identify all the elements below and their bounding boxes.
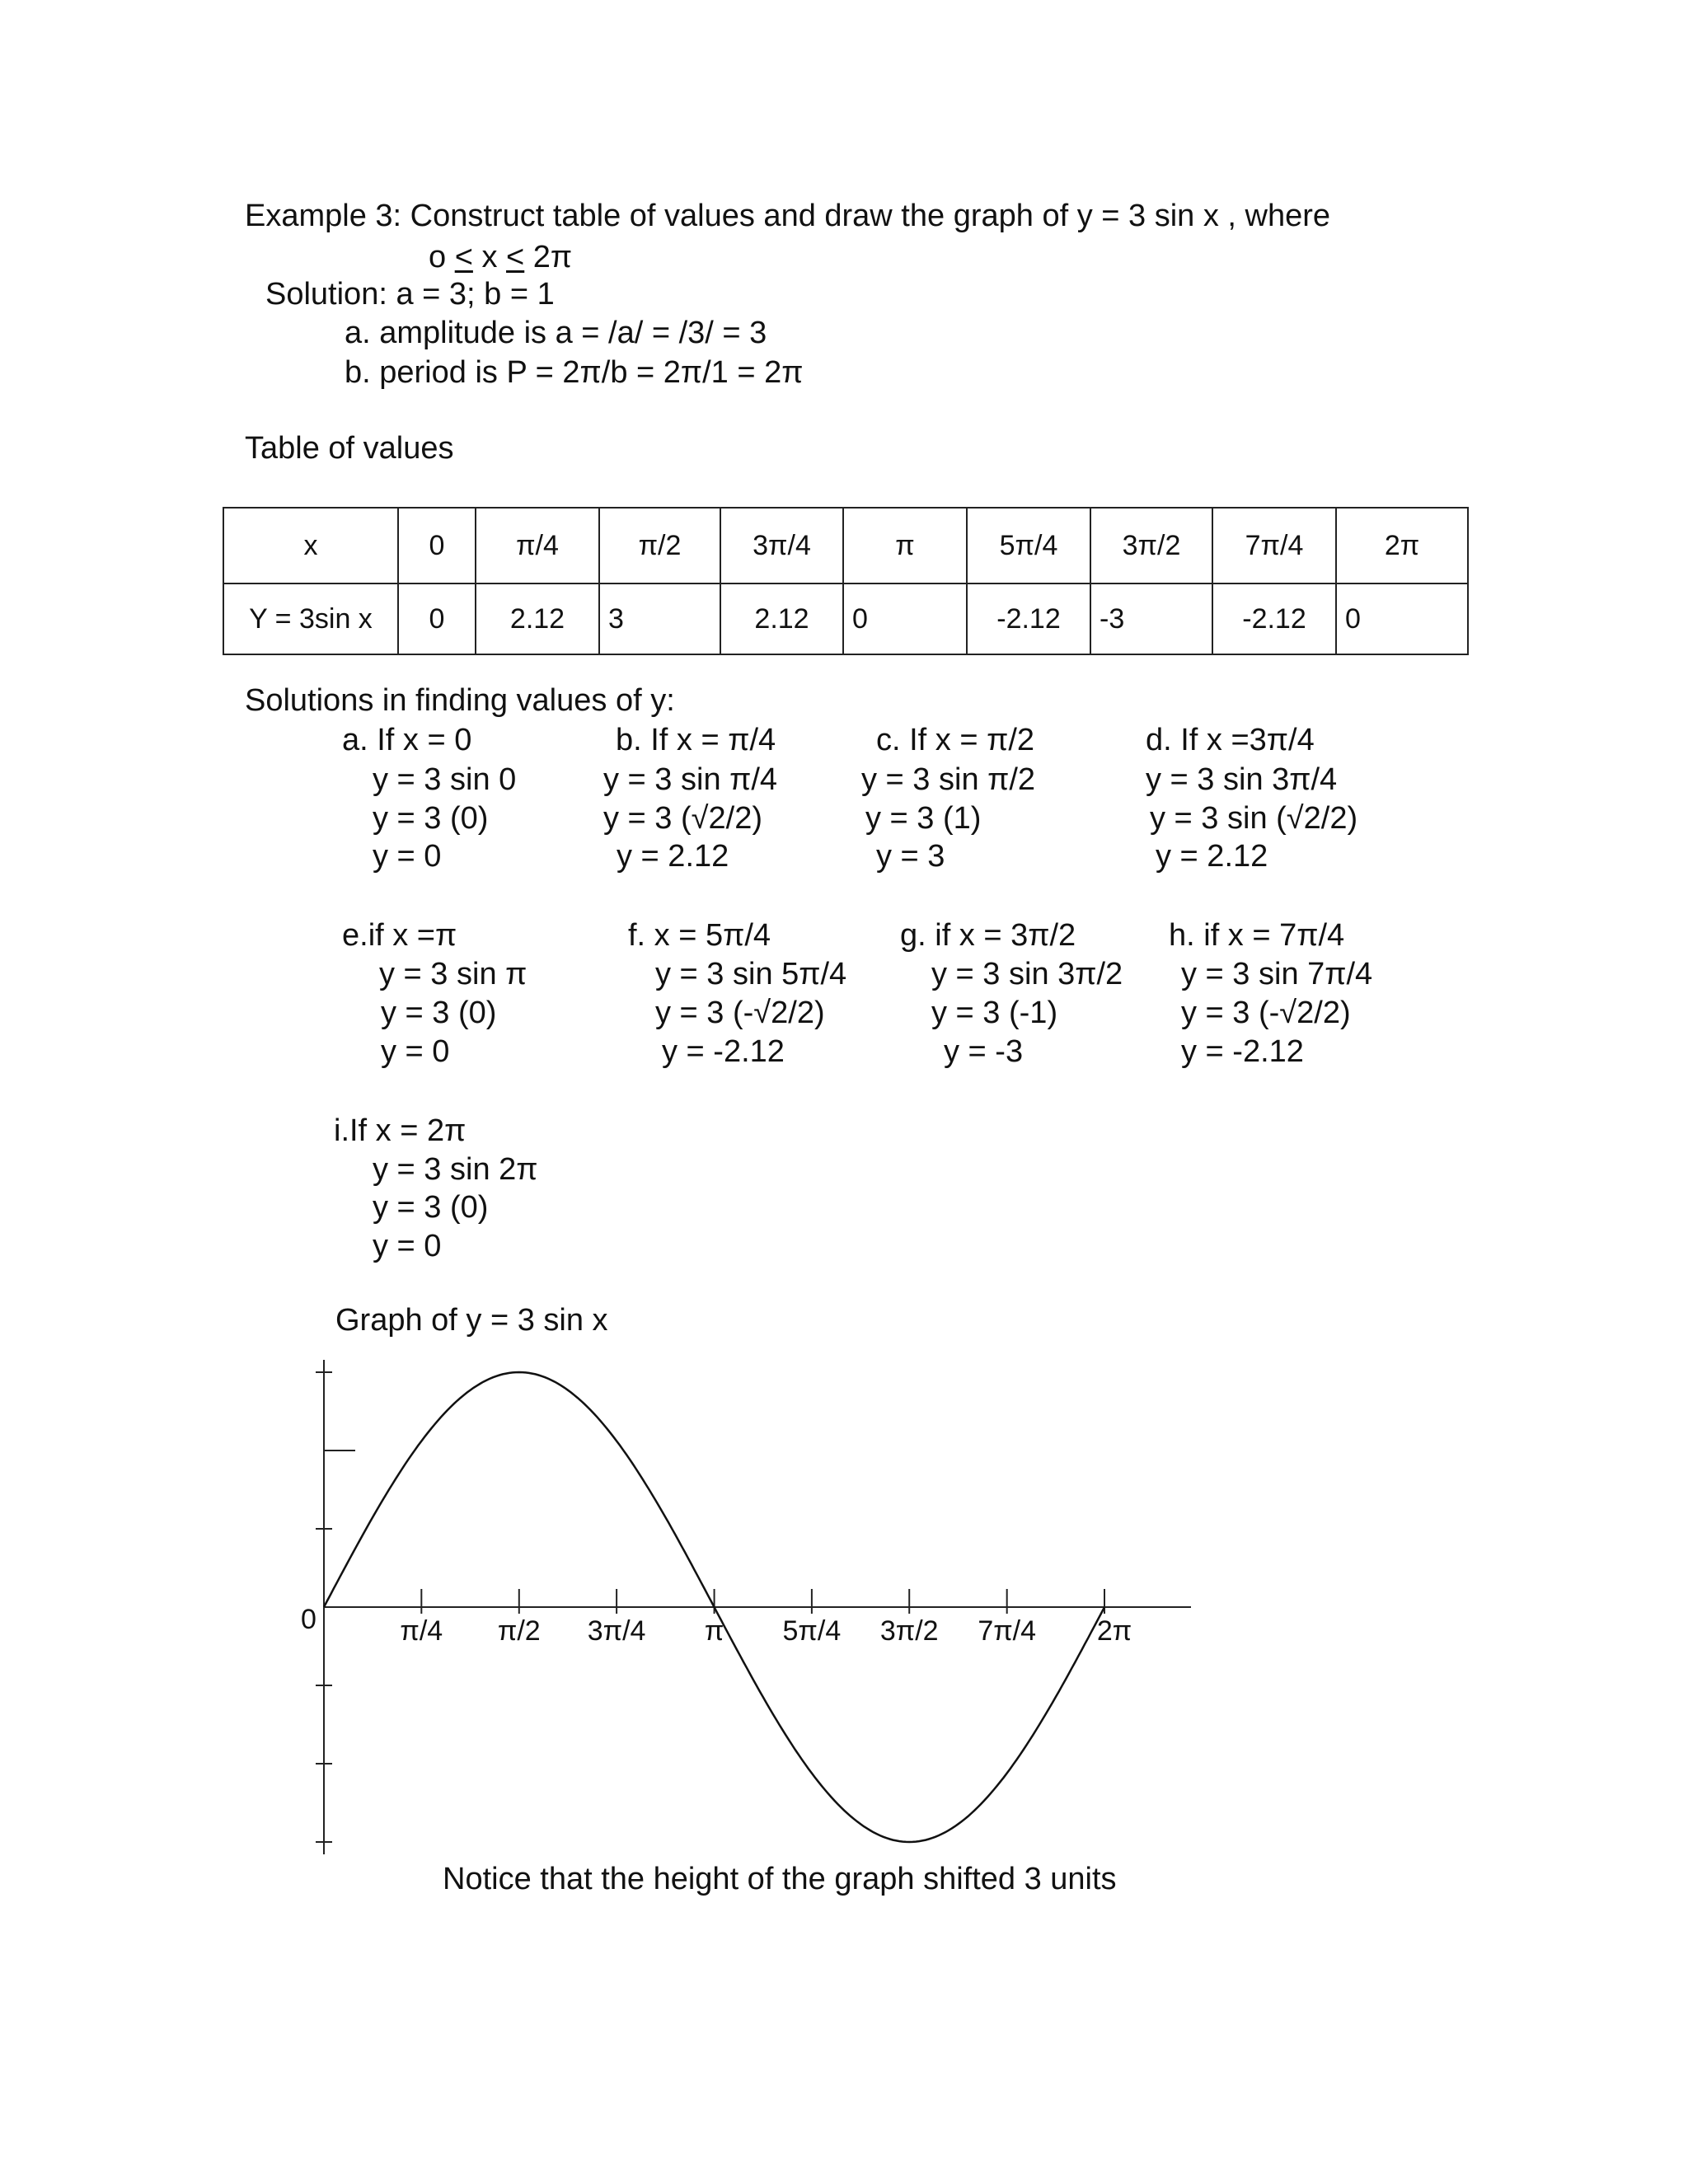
solution-h-result: y = -2.12: [1181, 1034, 1304, 1069]
solution-e-result: y = 0: [381, 1034, 450, 1069]
solution-a-result: y = 0: [373, 839, 442, 874]
y-cell: -2.12: [967, 583, 1090, 654]
solution-e-header: e.if x =π: [342, 918, 457, 953]
y-header-cell: Y = 3sin x: [223, 583, 398, 654]
x-header-cell: x: [223, 508, 398, 583]
solution-g-step: y = 3 sin 3π/2: [931, 957, 1123, 991]
example-title: Example 3: Construct table of values and draw the graph of y = 3 sin x , where: [245, 199, 1330, 233]
solutions-title: Solutions in finding values of y:: [245, 683, 675, 718]
x-tick-label: 2π: [1096, 1615, 1132, 1647]
amplitude-line: a. amplitude is a = /a/ = /3/ = 3: [345, 316, 767, 350]
solution-e-step: y = 3 sin π: [379, 957, 528, 991]
graph-note: Notice that the height of the graph shifted 3 units: [443, 1862, 1117, 1896]
solution-b-header: b. If x = π/4: [616, 723, 776, 757]
solution-f-step: y = 3 sin 5π/4: [655, 957, 847, 991]
solution-c-step: y = 3 (1): [865, 801, 982, 836]
solution-a-header: a. If x = 0: [342, 723, 472, 757]
solution-i-step: y = 3 sin 2π: [373, 1152, 538, 1187]
y-cell: -3: [1090, 583, 1212, 654]
x-tick-label: 3π/4: [587, 1615, 646, 1647]
x-cell: π/2: [599, 508, 720, 583]
table-title: Table of values: [245, 431, 454, 466]
x-tick-label: 5π/4: [782, 1615, 842, 1647]
solution-h-header: h. if x = 7π/4: [1169, 918, 1345, 953]
domain-le2: <: [506, 240, 525, 274]
solution-a-step: y = 3 sin 0: [373, 762, 517, 797]
solution-c-header: c. If x = π/2: [876, 723, 1035, 757]
solution-f-result: y = -2.12: [662, 1034, 785, 1069]
y-cell: 0: [843, 583, 967, 654]
solution-g-header: g. if x = 3π/2: [900, 918, 1076, 953]
solution-d-header: d. If x =3π/4: [1146, 723, 1315, 757]
y-cell: 0: [1336, 583, 1468, 654]
solution-d-step: y = 3 sin (√2/2): [1150, 801, 1358, 836]
solution-f-header: f. x = 5π/4: [628, 918, 771, 953]
solution-i-header: i.If x = 2π: [334, 1113, 467, 1148]
x-tick-label: π/4: [400, 1615, 443, 1647]
solution-d-step: y = 3 sin 3π/4: [1146, 762, 1338, 797]
x-cell: 0: [398, 508, 476, 583]
solution-g-result: y = -3: [944, 1034, 1024, 1069]
solution-h-step: y = 3 sin 7π/4: [1181, 957, 1373, 991]
solution-c-result: y = 3: [876, 839, 945, 874]
y-cell: 2.12: [720, 583, 843, 654]
solution-d-result: y = 2.12: [1156, 839, 1268, 874]
solution-b-step: y = 3 sin π/4: [603, 762, 778, 797]
y-cell: -2.12: [1212, 583, 1336, 654]
solution-b-step: y = 3 (√2/2): [603, 801, 762, 836]
solution-c-step: y = 3 sin π/2: [861, 762, 1036, 797]
solution-b-result: y = 2.12: [617, 839, 729, 874]
x-tick-label: 3π/2: [879, 1615, 939, 1647]
domain-post: 2π: [524, 240, 573, 274]
domain-le1: <: [454, 240, 473, 274]
x-axis-ticks: [400, 1589, 1132, 1647]
solution-line: Solution: a = 3; b = 1: [265, 277, 555, 312]
solution-e-step: y = 3 (0): [381, 996, 497, 1030]
x-cell: 3π/2: [1090, 508, 1212, 583]
solution-i-result: y = 0: [373, 1229, 442, 1263]
y-cell: 3: [599, 583, 720, 654]
solution-g-step: y = 3 (-1): [931, 996, 1058, 1030]
x-cell: 7π/4: [1212, 508, 1336, 583]
x-tick-label: 7π/4: [978, 1615, 1037, 1647]
domain-mid: x: [472, 240, 507, 274]
y-cell: 0: [398, 583, 476, 654]
x-cell: π: [843, 508, 967, 583]
x-tick-label: π/2: [497, 1615, 541, 1647]
period-line: b. period is P = 2π/b = 2π/1 = 2π: [345, 355, 804, 390]
solution-i-step: y = 3 (0): [373, 1190, 489, 1225]
origin-label: 0: [301, 1604, 316, 1635]
x-cell: 2π: [1336, 508, 1468, 583]
x-cell: π/4: [476, 508, 599, 583]
domain-pre: o: [429, 240, 455, 274]
solution-h-step: y = 3 (-√2/2): [1181, 996, 1351, 1030]
x-tick-label: π: [704, 1615, 724, 1647]
solution-f-step: y = 3 (-√2/2): [655, 996, 825, 1030]
x-cell: 3π/4: [720, 508, 843, 583]
solution-a-step: y = 3 (0): [373, 801, 489, 836]
y-cell: 2.12: [476, 583, 599, 654]
graph-title: Graph of y = 3 sin x: [335, 1303, 608, 1338]
x-cell: 5π/4: [967, 508, 1090, 583]
